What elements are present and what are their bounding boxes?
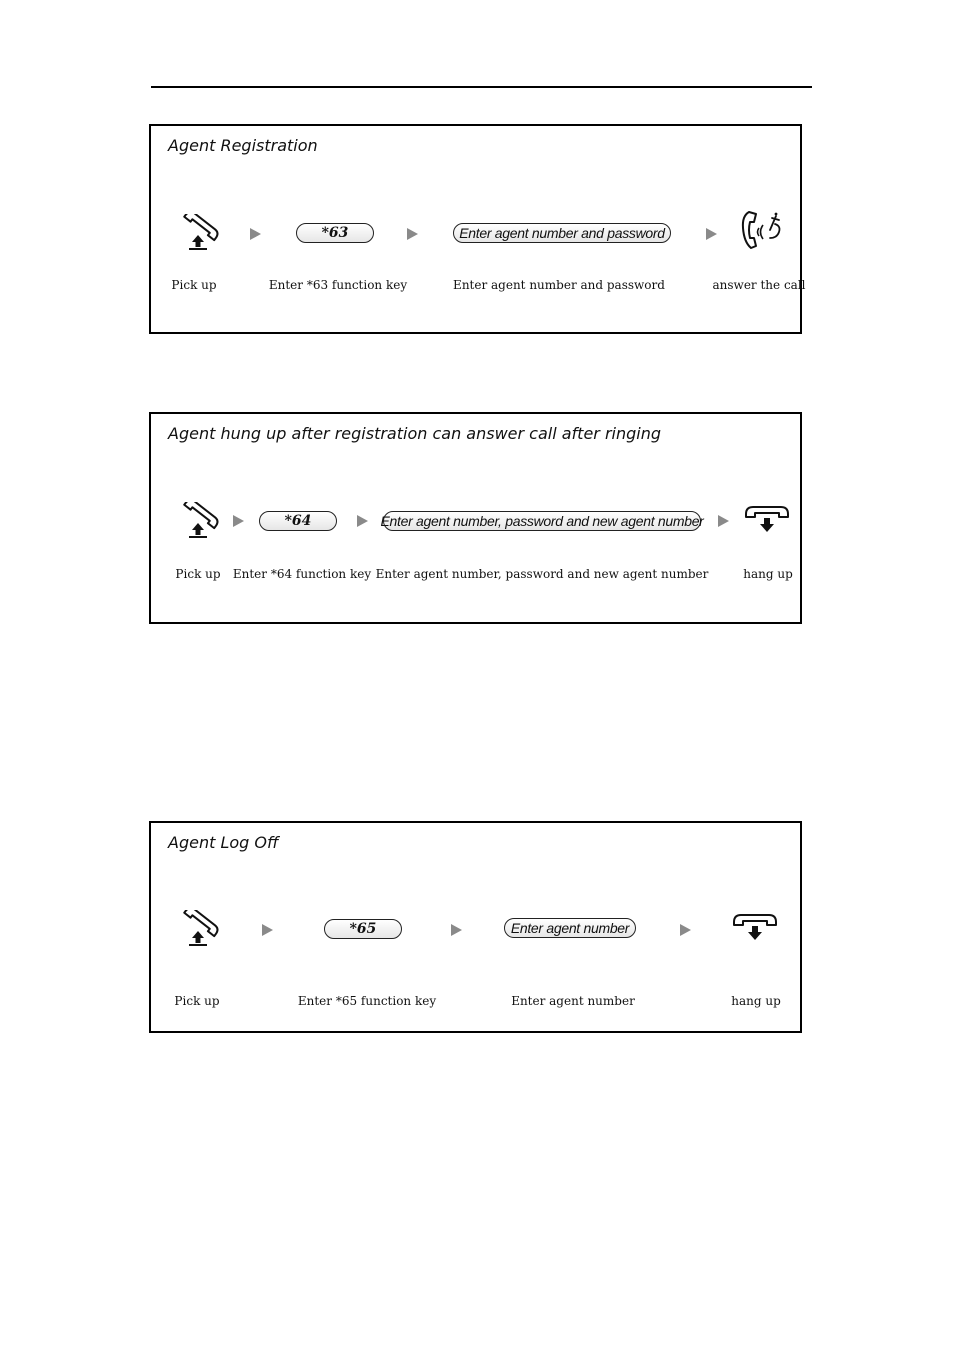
caption-function-key: Enter *63 function key [268, 278, 408, 292]
caption-pick-up: Pick up [174, 994, 220, 1008]
caption-entry: Enter agent number [511, 994, 635, 1008]
function-key-pill: *64 [259, 511, 337, 531]
arrow-right-icon [262, 924, 273, 936]
caption-entry: Enter agent number and password [453, 278, 665, 292]
caption-function-key: Enter *64 function key [232, 567, 372, 581]
panel-agent-log-off [149, 821, 802, 1033]
pick-up-handset-icon [175, 502, 221, 540]
caption-end: hang up [743, 567, 793, 581]
header-rule [151, 86, 812, 88]
caption-function-key: Enter *65 function key [297, 994, 437, 1008]
panel-agent-hung-up [149, 412, 802, 624]
hang-up-icon [731, 912, 779, 944]
arrow-right-icon [407, 228, 418, 240]
panel-title: Agent Registration [168, 136, 318, 155]
arrow-right-icon [250, 228, 261, 240]
arrow-right-icon [680, 924, 691, 936]
arrow-right-icon [357, 515, 368, 527]
panel-title: Agent hung up after registration can answer call after ringing [168, 424, 662, 443]
function-key-pill: *63 [296, 223, 374, 243]
function-key-pill: *65 [324, 919, 402, 939]
answer-call-icon [739, 208, 785, 252]
pick-up-handset-icon [175, 214, 221, 252]
caption-end: hang up [731, 994, 781, 1008]
caption-pick-up: Pick up [175, 567, 221, 581]
arrow-right-icon [233, 515, 244, 527]
arrow-right-icon [718, 515, 729, 527]
caption-pick-up: Pick up [171, 278, 217, 292]
caption-end: answer the call [712, 278, 806, 292]
caption-entry: Enter agent number, password and new agent number [375, 567, 709, 581]
hang-up-icon [743, 504, 791, 536]
panel-title: Agent Log Off [168, 833, 279, 852]
entry-pill: Enter agent number and password [453, 223, 671, 243]
pick-up-handset-icon [175, 910, 221, 948]
arrow-right-icon [451, 924, 462, 936]
arrow-right-icon [706, 228, 717, 240]
panel-agent-registration [149, 124, 806, 334]
entry-pill: Enter agent number, password and new agent number [380, 513, 704, 529]
entry-pill: Enter agent number [504, 918, 636, 938]
